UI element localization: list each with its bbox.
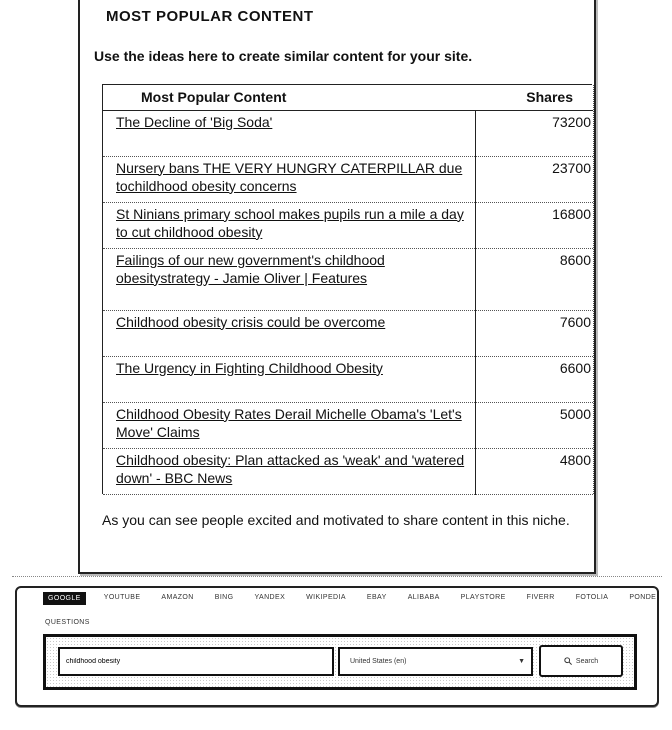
tab-playstore[interactable]: PLAYSTORE [460, 594, 506, 601]
shares-count: 6600 [475, 356, 593, 402]
table-row [103, 310, 593, 356]
country-select-value: United States (en) [350, 658, 407, 665]
table-row [103, 156, 593, 202]
shares-count: 73200 [475, 110, 593, 156]
tab-google[interactable]: GOOGLE [43, 592, 86, 605]
table-row [103, 402, 593, 448]
outro-text: As you can see people excited and motivated to share content in this niche. [102, 512, 570, 528]
divider [12, 576, 662, 577]
tab-alibaba[interactable]: ALIBABA [407, 594, 440, 601]
table-header-row [103, 85, 593, 110]
shares-count: 5000 [475, 402, 593, 448]
content-link[interactable]: Nursery bans THE VERY HUNGRY CATERPILLAR due tochildhood obesity concerns [116, 159, 463, 194]
shares-count: 16800 [475, 202, 593, 248]
popular-content-panel [78, 0, 596, 574]
shares-count: 4800 [475, 448, 593, 494]
search-engine-tabs [43, 592, 659, 605]
tab-questions[interactable]: QUESTIONS [45, 619, 90, 626]
tab-ponde[interactable]: PONDE [629, 594, 657, 601]
chevron-down-icon: ▼ [518, 658, 525, 665]
country-select[interactable] [338, 647, 533, 676]
tab-yandex[interactable]: YANDEX [254, 594, 286, 601]
content-link[interactable]: St Ninians primary school makes pupils run a mile a day to cut childhood obesity [116, 205, 464, 240]
column-header-title: Most Popular Content [103, 85, 475, 110]
content-link[interactable]: Childhood obesity: Plan attacked as 'weak' and 'watered down' - BBC News [116, 451, 465, 486]
search-icon [564, 657, 572, 665]
content-link[interactable]: The Decline of 'Big Soda' [116, 113, 273, 130]
content-link[interactable]: The Urgency in Fighting Childhood Obesity [116, 359, 383, 376]
section-heading: MOST POPULAR CONTENT [106, 8, 314, 25]
table-row [103, 248, 593, 310]
content-link[interactable]: Failings of our new government's childhood obesitystrategy - Jamie Oliver | Features [116, 251, 385, 286]
table-row [103, 356, 593, 402]
table-row [103, 448, 593, 494]
content-link[interactable]: Childhood obesity crisis could be overcome [116, 313, 386, 330]
keyword-input[interactable] [58, 647, 334, 676]
search-widget [15, 586, 659, 707]
intro-text: Use the ideas here to create similar content for your site. [94, 48, 473, 64]
shares-count: 7600 [475, 310, 593, 356]
search-button-label: Search [575, 657, 599, 665]
tab-fotolia[interactable]: FOTOLIA [575, 594, 609, 601]
tab-ebay[interactable]: EBAY [366, 594, 387, 601]
search-button[interactable] [539, 645, 623, 677]
tab-youtube[interactable]: YOUTUBE [103, 594, 141, 601]
search-form [43, 634, 637, 690]
shares-count: 8600 [475, 248, 593, 310]
tab-fiverr[interactable]: FIVERR [526, 594, 555, 601]
tab-wikipedia[interactable]: WIKIPEDIA [306, 594, 346, 601]
shares-count: 23700 [475, 156, 593, 202]
column-header-shares: Shares [475, 85, 593, 110]
tab-amazon[interactable]: AMAZON [161, 594, 194, 601]
table-row [103, 202, 593, 248]
content-link[interactable]: Childhood Obesity Rates Derail Michelle Obama's 'Let's Move' Claims [116, 405, 462, 440]
table-row [103, 110, 593, 156]
popular-content-table [102, 84, 592, 494]
tab-bing[interactable]: BING [214, 594, 234, 601]
